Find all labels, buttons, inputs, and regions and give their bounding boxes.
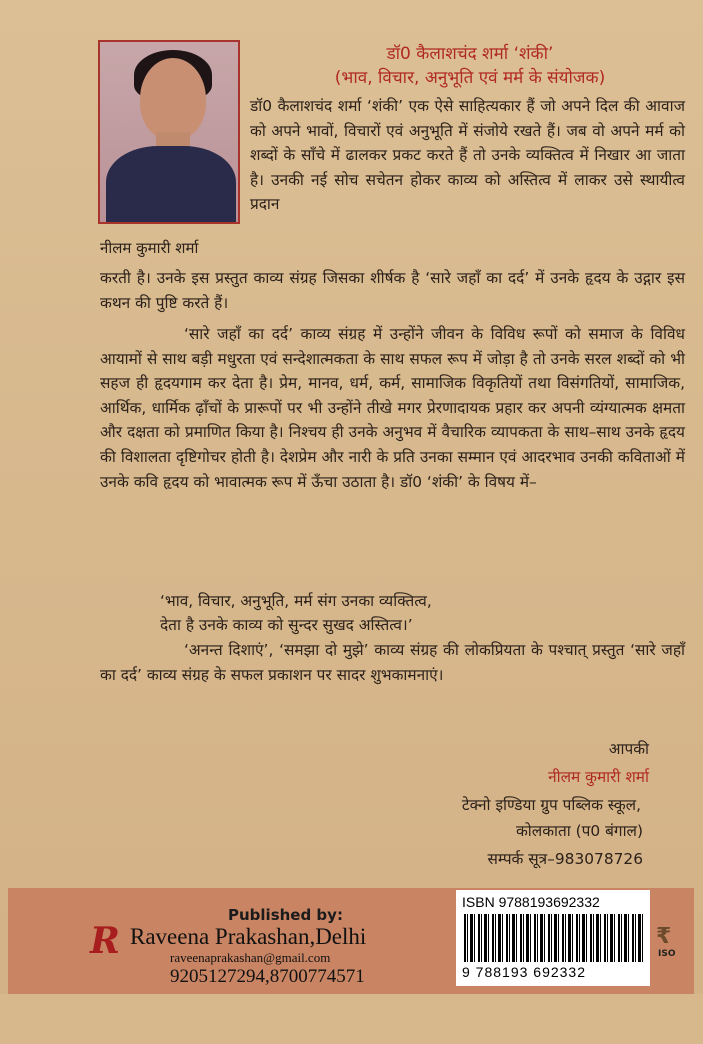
signature-name: नीलम कुमारी शर्मा (548, 768, 649, 786)
paragraph-2: ‘सारे जहाँ का दर्द’ काव्य संग्रह में उन्होंने जीवन के विविध रूपों को समाज के विविध आयामों से साथ बड़ी मधुरता एवं सन्देशात्मकता के साथ सफल रूप में जोड़ा है तो उनके सरल शब्दों को भी सहज ही हृदयगाम कर देता है। प्रेम, मानव, धर्म, कर्म, सामाजिक विकृतियों तथा विसंगतियों, सामाजिक, आर्थिक, धार्मिक ढ़ाँचों के प्रारूपों पर भी उन्होंने तीखे मगर प्रेरणादायक प्रहार कर अपनी व्यंग्यात्मक क्षमता और दक्षता को प्रमाणित किया है। निश्चय ही उनके अनुभव में वैचारिक व्यापकता के साथ–साथ उनके हृदय की विशालता दृष्टिगोचर होती है। देशप्रेम और नारी के प्रति उनका सम्मान एवं आदरभाव उनकी कविताओं में उनके कवि हृदय को भावात्मक रूप में ऊँचा उठाता है। डॉ0 ‘शंकी’ के विषय में– (100, 325, 685, 491)
isbn-label: ISBN 9788193692332 (462, 894, 600, 910)
photo-body (106, 146, 236, 224)
publisher-phones: 9205127294,8700774571 (170, 966, 365, 987)
publisher-logo: R (90, 920, 120, 962)
author-subtitle: (भाव, विचार, अनुभूति एवं मर्म के संयोजक) (334, 68, 606, 88)
signature-school: टेक्नो इण्डिया ग्रुप पब्लिक स्कूल, (461, 796, 641, 814)
publisher-name: Raveena Prakashan,Delhi (130, 924, 367, 949)
quote-line-1: ‘भाव, विचार, अनुभूति, मर्म संग उनका व्यक्तित्व, (160, 592, 432, 610)
author-photo (98, 40, 240, 224)
paragraph-3: ‘अनन्त दिशाएं’, ‘समझा दो मुझे’ काव्य संग्रह की लोकप्रियता के पश्चात् प्रस्तुत ‘सारे जहाँ का दर्द’ काव्य संग्रह के सफल प्रकाशन पर सादर शुभकामनाएं। (100, 641, 685, 684)
barcode-bars (464, 914, 644, 962)
quote-line-2: देता है उनके काव्य को सुन्दर सुखद अस्तित्व।’ (160, 616, 413, 634)
signature-city: कोलकाता (प0 बंगाल) (515, 822, 643, 840)
publisher-block (8, 888, 448, 994)
published-by-label: Published by: (228, 906, 343, 924)
signature-contact: सम्पर्क सूत्र–983078726 (487, 850, 643, 868)
isbn-barcode (456, 890, 650, 986)
iso-logo (658, 924, 675, 959)
iso-label: ISO (658, 949, 676, 959)
photo-caption: नीलम कुमारी शर्मा (100, 239, 199, 257)
heading-block (250, 42, 690, 90)
paragraph-1-part-2: करती है। उनके इस प्रस्तुत काव्य संग्रह जिसका शीर्षक है ‘सारे जहाँ का दर्द’ में उनके हृदय के उद्गार इस कथन की पुष्टि करते हैं। (100, 269, 685, 312)
author-title: डॉ0 कैलाशचंद शर्मा ‘शंकी’ (386, 44, 554, 64)
publisher-footer (8, 888, 694, 994)
photo-face (140, 58, 206, 140)
isbn-digits: 9 788193 692332 (462, 964, 586, 980)
iso-mark-icon: ₹ (656, 924, 672, 949)
paragraph-1-part-1: डॉ0 कैलाशचंद शर्मा ‘शंकी’ एक ऐसे साहित्यकार हैं जो अपने दिल की आवाज को अपने भावों, विचारों एवं अनुभूति में संजोये रखते हैं। जब वो अपने मर्म को शब्दों के साँचे में ढालकर प्रकट करते हैं तो उनके व्यक्तित्व में निखार आ जाता है। उनकी नई सोच सचेतन होकर काव्य को अस्तित्व में लाकर उसे स्थायीत्व प्रदान (250, 97, 685, 214)
bottom-edge (0, 994, 703, 1044)
signature-closing: आपकी (608, 740, 649, 758)
publisher-email: raveenaprakashan@gmail.com (170, 950, 331, 965)
